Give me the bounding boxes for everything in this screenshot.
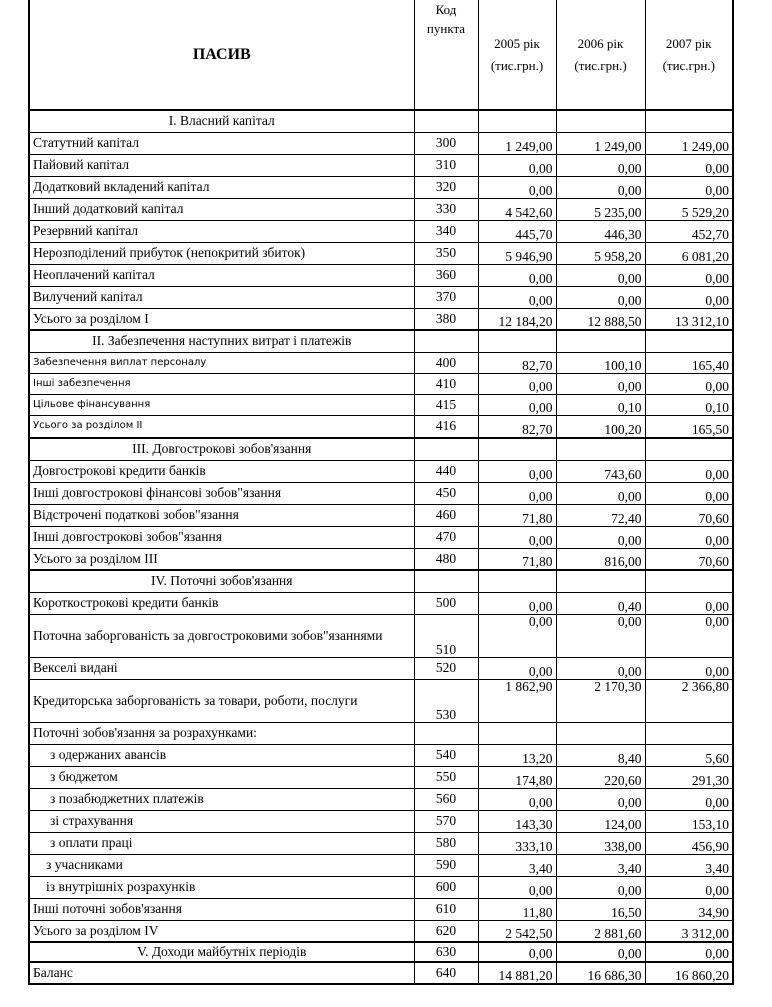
header-year-2006 xyxy=(556,0,645,110)
value-2006: 0,00 xyxy=(556,176,645,198)
value-2006: 5 235,00 xyxy=(556,198,645,220)
header-title: ПАСИВ xyxy=(29,0,414,110)
row-code: 440 xyxy=(414,460,478,482)
table-row xyxy=(29,679,733,722)
row-label: Інші забезпечення xyxy=(29,373,414,394)
row-label: Інший додатковий капітал xyxy=(29,198,414,220)
row-code: 340 xyxy=(414,220,478,242)
value-2007: 16 860,20 xyxy=(645,962,733,984)
value-2006: 100,10 xyxy=(556,352,645,373)
value-2007: 0,00 xyxy=(645,614,733,657)
value-2006: 124,00 xyxy=(556,810,645,832)
value-2007: 0,00 xyxy=(645,592,733,614)
row-code xyxy=(414,722,478,744)
row-label: Неоплачений капітал xyxy=(29,264,414,286)
value-2005: 1 862,90 xyxy=(478,679,556,722)
value-2005: 71,80 xyxy=(478,548,556,570)
value-2007: 153,10 xyxy=(645,810,733,832)
table-row xyxy=(29,176,733,198)
header-code-line1: Код xyxy=(435,2,457,17)
value-2007: 456,90 xyxy=(645,832,733,854)
table-row xyxy=(29,132,733,154)
value-2005: 0,00 xyxy=(478,154,556,176)
value-2006: 12 888,50 xyxy=(556,308,645,330)
row-label: з оплати праці xyxy=(29,832,414,854)
row-label: Поточна заборгованість за довгостроковими зобов"язаннями xyxy=(29,614,414,657)
table-row xyxy=(29,744,733,766)
value-2006: 0,00 xyxy=(556,286,645,308)
value-2007: 0,00 xyxy=(645,286,733,308)
header-unit-label: (тис.грн.) xyxy=(662,57,715,73)
value-2006: 743,60 xyxy=(556,460,645,482)
row-code: 570 xyxy=(414,810,478,832)
row-code: 320 xyxy=(414,176,478,198)
value-2007: 34,90 xyxy=(645,898,733,920)
value-2007: 0,00 xyxy=(645,154,733,176)
value-2007: 0,00 xyxy=(645,942,733,962)
value-2006: 0,00 xyxy=(556,482,645,504)
table-row xyxy=(29,657,733,679)
row-code xyxy=(414,570,478,592)
table-row xyxy=(29,942,733,962)
value-2006: 16,50 xyxy=(556,898,645,920)
value-2007: 0,00 xyxy=(645,526,733,548)
table-body xyxy=(29,110,733,984)
value-2006: 8,40 xyxy=(556,744,645,766)
header-year-2005 xyxy=(478,0,556,110)
value-2006: 0,00 xyxy=(556,942,645,962)
row-label: Пайовий капітал xyxy=(29,154,414,176)
row-code: 480 xyxy=(414,548,478,570)
value-2006: 0,00 xyxy=(556,373,645,394)
value-2007: 3,40 xyxy=(645,854,733,876)
value-2006: 16 686,30 xyxy=(556,962,645,984)
table-row xyxy=(29,394,733,415)
table-row xyxy=(29,110,733,132)
table-row xyxy=(29,788,733,810)
row-code: 400 xyxy=(414,352,478,373)
row-code: 360 xyxy=(414,264,478,286)
value-2005: 13,20 xyxy=(478,744,556,766)
value-2005: 4 542,60 xyxy=(478,198,556,220)
row-code xyxy=(414,330,478,352)
value-2007: 6 081,20 xyxy=(645,242,733,264)
row-code: 630 xyxy=(414,942,478,962)
value-2007: 0,00 xyxy=(645,657,733,679)
value-2005: 11,80 xyxy=(478,898,556,920)
row-code: 310 xyxy=(414,154,478,176)
value-2005: 0,00 xyxy=(478,373,556,394)
value-2005: 14 881,20 xyxy=(478,962,556,984)
value-2006: 0,00 xyxy=(556,526,645,548)
value-2006: 220,60 xyxy=(556,766,645,788)
value-2005: 71,80 xyxy=(478,504,556,526)
row-label: з учасниками xyxy=(29,854,414,876)
row-code: 580 xyxy=(414,832,478,854)
value-2007 xyxy=(645,722,733,744)
value-2006 xyxy=(556,330,645,352)
value-2006: 0,00 xyxy=(556,876,645,898)
table-row xyxy=(29,504,733,526)
value-2005: 0,00 xyxy=(478,176,556,198)
row-label: з одержаних авансів xyxy=(29,744,414,766)
value-2006 xyxy=(556,722,645,744)
value-2006: 100,20 xyxy=(556,415,645,438)
row-code xyxy=(414,438,478,460)
row-code: 410 xyxy=(414,373,478,394)
row-label: ІІ. Забезпечення наступних витрат і платежів xyxy=(29,330,414,352)
value-2006: 2 881,60 xyxy=(556,920,645,942)
table-row xyxy=(29,548,733,570)
value-2005 xyxy=(478,110,556,132)
passive-balance-table xyxy=(28,0,734,985)
row-label: Поточні зобов'язання за розрахунками: xyxy=(29,722,414,744)
header-code-line2: пункта xyxy=(426,21,466,36)
value-2007: 0,10 xyxy=(645,394,733,415)
value-2007: 70,60 xyxy=(645,504,733,526)
table-row xyxy=(29,876,733,898)
value-2005: 174,80 xyxy=(478,766,556,788)
row-label: Інші довгострокові фінансові зобов"язання xyxy=(29,482,414,504)
row-label: зі страхування xyxy=(29,810,414,832)
row-code: 610 xyxy=(414,898,478,920)
value-2007: 0,00 xyxy=(645,460,733,482)
value-2007: 291,30 xyxy=(645,766,733,788)
header-unit-label: (тис.грн.) xyxy=(490,57,544,73)
table-row xyxy=(29,220,733,242)
header-code xyxy=(414,0,478,110)
value-2007: 452,70 xyxy=(645,220,733,242)
value-2005: 0,00 xyxy=(478,460,556,482)
table-row xyxy=(29,766,733,788)
row-code: 500 xyxy=(414,592,478,614)
row-label: Баланс xyxy=(29,962,414,984)
value-2007: 0,00 xyxy=(645,176,733,198)
table-row xyxy=(29,614,733,657)
value-2007 xyxy=(645,330,733,352)
table-row xyxy=(29,482,733,504)
row-label: із внутрішніх розрахунків xyxy=(29,876,414,898)
value-2007: 2 366,80 xyxy=(645,679,733,722)
value-2005 xyxy=(478,570,556,592)
value-2006: 3,40 xyxy=(556,854,645,876)
value-2005: 0,00 xyxy=(478,592,556,614)
header-row xyxy=(29,0,733,110)
table-row xyxy=(29,592,733,614)
row-code: 370 xyxy=(414,286,478,308)
row-label: з позабюджетних платежів xyxy=(29,788,414,810)
value-2007: 165,50 xyxy=(645,415,733,438)
table-row xyxy=(29,308,733,330)
row-code: 620 xyxy=(414,920,478,942)
value-2007: 0,00 xyxy=(645,482,733,504)
row-label: Вилучений капітал xyxy=(29,286,414,308)
row-label: Цільове фінансування xyxy=(29,394,414,415)
value-2006 xyxy=(556,110,645,132)
table-row xyxy=(29,526,733,548)
value-2007: 0,00 xyxy=(645,373,733,394)
value-2007: 0,00 xyxy=(645,264,733,286)
row-label: з бюджетом xyxy=(29,766,414,788)
row-code: 560 xyxy=(414,788,478,810)
value-2007 xyxy=(645,438,733,460)
value-2005: 0,00 xyxy=(478,526,556,548)
value-2005: 0,00 xyxy=(478,942,556,962)
row-code: 380 xyxy=(414,308,478,330)
table-row xyxy=(29,330,733,352)
value-2005: 0,00 xyxy=(478,286,556,308)
row-code: 415 xyxy=(414,394,478,415)
table-row xyxy=(29,154,733,176)
value-2007: 13 312,10 xyxy=(645,308,733,330)
table-row xyxy=(29,242,733,264)
value-2005: 0,00 xyxy=(478,788,556,810)
value-2007 xyxy=(645,110,733,132)
table-row xyxy=(29,854,733,876)
value-2006: 0,00 xyxy=(556,614,645,657)
value-2006: 2 170,30 xyxy=(556,679,645,722)
value-2005 xyxy=(478,722,556,744)
value-2005 xyxy=(478,438,556,460)
value-2005: 82,70 xyxy=(478,352,556,373)
table-row xyxy=(29,832,733,854)
table-row xyxy=(29,415,733,438)
row-label: Нерозподілений прибуток (непокритий збиток) xyxy=(29,242,414,264)
value-2007: 5 529,20 xyxy=(645,198,733,220)
table-row xyxy=(29,438,733,460)
row-label: Резервний капітал xyxy=(29,220,414,242)
row-code: 330 xyxy=(414,198,478,220)
value-2006 xyxy=(556,570,645,592)
value-2005: 0,00 xyxy=(478,876,556,898)
table-row xyxy=(29,920,733,942)
row-label: Відстрочені податкові зобов"язання xyxy=(29,504,414,526)
value-2006: 338,00 xyxy=(556,832,645,854)
value-2005: 82,70 xyxy=(478,415,556,438)
row-code: 520 xyxy=(414,657,478,679)
row-code: 460 xyxy=(414,504,478,526)
value-2006 xyxy=(556,438,645,460)
table-row xyxy=(29,460,733,482)
row-label: Додатковий вкладений капітал xyxy=(29,176,414,198)
row-code: 416 xyxy=(414,415,478,438)
row-label: ІІІ. Довгострокові зобов'язання xyxy=(29,438,414,460)
value-2005: 2 542,50 xyxy=(478,920,556,942)
row-code: 530 xyxy=(414,679,478,722)
value-2007 xyxy=(645,570,733,592)
header-unit-label: (тис.грн.) xyxy=(574,57,627,73)
row-code: 450 xyxy=(414,482,478,504)
value-2005: 1 249,00 xyxy=(478,132,556,154)
value-2006: 0,00 xyxy=(556,657,645,679)
header-year-2007 xyxy=(645,0,733,110)
row-code: 300 xyxy=(414,132,478,154)
row-label: Усього за розділом ІІ xyxy=(29,415,414,438)
row-code: 550 xyxy=(414,766,478,788)
header-year-label: 2005 рік xyxy=(494,35,540,51)
value-2005: 0,00 xyxy=(478,657,556,679)
row-label: Векселі видані xyxy=(29,657,414,679)
value-2007: 165,40 xyxy=(645,352,733,373)
table-row xyxy=(29,962,733,984)
value-2007: 5,60 xyxy=(645,744,733,766)
value-2006: 0,00 xyxy=(556,264,645,286)
value-2006: 0,00 xyxy=(556,154,645,176)
value-2005: 445,70 xyxy=(478,220,556,242)
value-2007: 0,00 xyxy=(645,876,733,898)
row-label: Довгострокові кредити банків xyxy=(29,460,414,482)
row-code: 640 xyxy=(414,962,478,984)
value-2005: 0,00 xyxy=(478,482,556,504)
row-label: Усього за розділом ІІІ xyxy=(29,548,414,570)
row-label: Усього за розділом І xyxy=(29,308,414,330)
row-code: 470 xyxy=(414,526,478,548)
value-2006: 0,10 xyxy=(556,394,645,415)
table-row xyxy=(29,352,733,373)
value-2006: 1 249,00 xyxy=(556,132,645,154)
value-2006: 5 958,20 xyxy=(556,242,645,264)
value-2007: 70,60 xyxy=(645,548,733,570)
row-label: І. Власний капітал xyxy=(29,110,414,132)
value-2005 xyxy=(478,330,556,352)
value-2006: 0,00 xyxy=(556,788,645,810)
row-code xyxy=(414,110,478,132)
row-label: IV. Поточні зобов'язання xyxy=(29,570,414,592)
table-row xyxy=(29,373,733,394)
value-2005: 143,30 xyxy=(478,810,556,832)
row-label: Інші довгострокові зобов"язання xyxy=(29,526,414,548)
value-2005: 5 946,90 xyxy=(478,242,556,264)
row-code: 600 xyxy=(414,876,478,898)
header-year-label: 2006 рік xyxy=(577,35,624,51)
value-2005: 12 184,20 xyxy=(478,308,556,330)
value-2007: 3 312,00 xyxy=(645,920,733,942)
row-label: Усього за розділом IV xyxy=(29,920,414,942)
value-2005: 333,10 xyxy=(478,832,556,854)
row-code: 510 xyxy=(414,614,478,657)
table-row xyxy=(29,198,733,220)
row-label: Забезпечення виплат персоналу xyxy=(29,352,414,373)
row-label: Короткострокові кредити банків xyxy=(29,592,414,614)
value-2007: 0,00 xyxy=(645,788,733,810)
value-2005: 0,00 xyxy=(478,264,556,286)
row-code: 350 xyxy=(414,242,478,264)
value-2006: 72,40 xyxy=(556,504,645,526)
row-label: Інші поточні зобов'язання xyxy=(29,898,414,920)
value-2006: 446,30 xyxy=(556,220,645,242)
table-row xyxy=(29,722,733,744)
table-row xyxy=(29,264,733,286)
row-code: 540 xyxy=(414,744,478,766)
row-code: 590 xyxy=(414,854,478,876)
value-2007: 1 249,00 xyxy=(645,132,733,154)
value-2005: 0,00 xyxy=(478,394,556,415)
row-label: V. Доходи майбутніх періодів xyxy=(29,942,414,962)
value-2006: 816,00 xyxy=(556,548,645,570)
row-label: Кредиторська заборгованість за товари, роботи, послуги xyxy=(29,679,414,722)
table-row xyxy=(29,810,733,832)
value-2005: 0,00 xyxy=(478,614,556,657)
table-row xyxy=(29,570,733,592)
table-row xyxy=(29,898,733,920)
value-2006: 0,40 xyxy=(556,592,645,614)
value-2005: 3,40 xyxy=(478,854,556,876)
row-label: Статутний капітал xyxy=(29,132,414,154)
header-year-label: 2007 рік xyxy=(665,35,712,51)
table-row xyxy=(29,286,733,308)
